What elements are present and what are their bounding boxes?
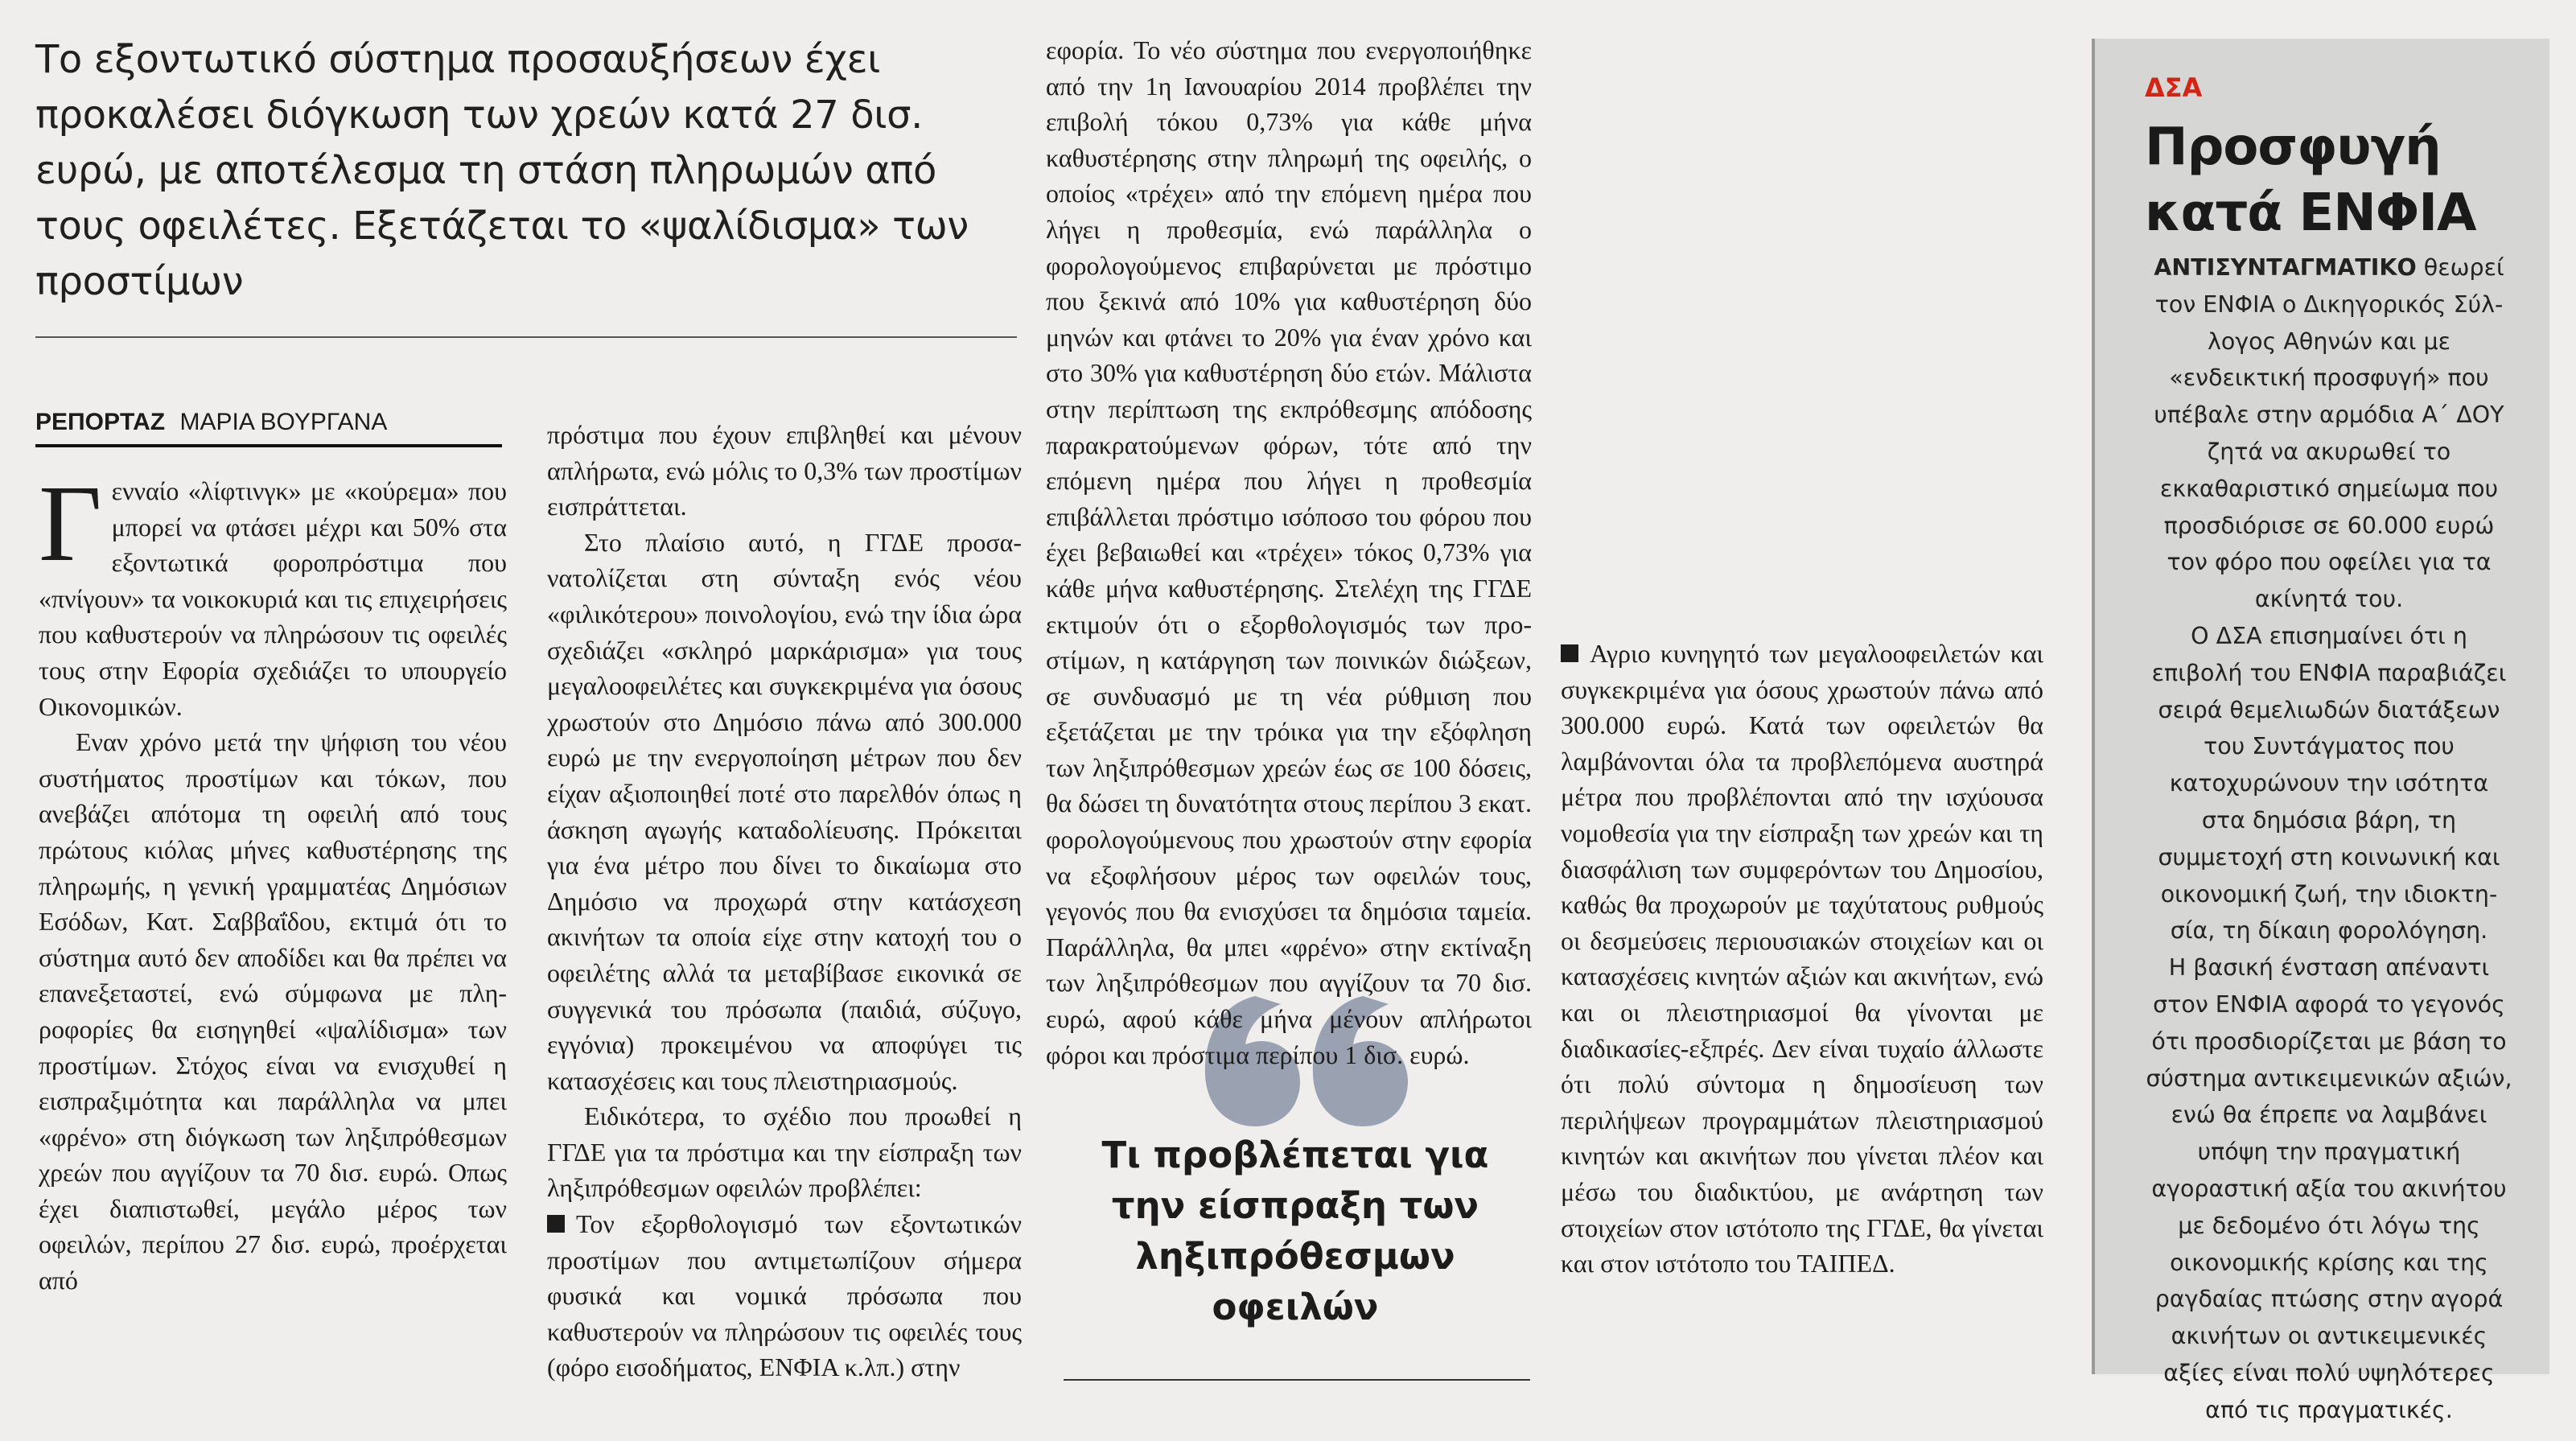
sidebar-tag: ΔΣΑ [2145, 72, 2203, 103]
article-paragraph: εφορία. Το νέο σύστημα που ενεργοποιήθηκε από την 1η Ιανουαρίου 2014 προβλέπει την επιβολή τόκου 0,73% για κάθε μήνα καθυστέρησης στην πληρωμή της οφειλής, ο οποίος «τρέχει» από την επόμενη ημέρα που λήγει η προθεσμία, ενώ παράλληλα ο φορολογούμενος επιβαρύνεται με πρόστιμο που ξεκινά από 10% για καθυστέρηση δύο μηνών και φτάνει το 20% για έναν χρόνο και στο 30% για καθυστέρηση δύο ετών. Μάλιστα στην περίπτωση της εκπρόθεσμης απόδοσης παρακρατούμενων φόρων, τότε από την επόμενη ημέρα που λήγει η προθεσμία επιβάλλεται πρόστιμο ισόποσο του φόρου που έχει βεβαιωθεί και «τρέχει» τόκος 0,73% για κάθε μήνα καθυστέρησης. Στελέχη της ΓΓΔΕ εκτιμούν ότι ο εξορθολογισμός των προστίμων, η κατάργηση των ποινικών διώξεων, σε συνδυασμό με τη νέα ρύθμιση που εξετάζεται με την τρόικα για την εξόφληση των ληξιπρόθεσμων χρεών έως σε 100 δόσεις, θα δώσει τη δυνατότητα στους περίπου 3 εκατ. φορολογούμενους που χρωστούν στην εφορία να εξοφλήσουν μέρος των οφειλών τους, γεγονός που θα ενισχύσει τα δημόσια ταμεία. Παράλληλα, θα μπει «φρένο» στην εκτίναξη των ληξιπρόθεσμων που αγγίζουν τα 70 δισ. ευρώ, αφού κάθε μήνα μένουν απλήρωτοι φόροι και πρόστιμα περίπου 1 δισ. ευρώ. [1046, 35, 1532, 1069]
sidebar-paragraph: Η βασική ένσταση απέναντι στον ΕΝΦΙΑ αφορά το γεγονός ότι προσδιορίζεται με βάση το σύστημα αντικειμενικών αξιών, ενώ θα έπρεπε να λαμβάνει υπόψη την πραγματική αγοραστική αξία του ακινήτου με δεδομένο ότι λόγω της οικονομικής κρίσης και της ραγδαίας πτώσης στην αγορά ακινήτων οι αντικειμενικές αξίες είναι πολύ υψηλότερες από τις πραγματικές. [2146, 954, 2512, 1423]
sidebar-text: θεωρεί τον ΕΝΦΙΑ ο Δικηγορικός Σύλλογος Αθηνών και με «ενδεικτική προσφυγή» που υπέβαλε στην αρμόδια Α΄ ΔΟΥ ζητά να ακυρωθεί το εκκαθαριστικό σημείωμα που προσδιόρισε σε 60.000 ευρώ τον φόρο που οφείλει για τα ακίνητά του. [2154, 254, 2504, 613]
sidebar-body [2145, 249, 2513, 1429]
pull-quote: Τι προβλέπεται για την είσπραξη των ληξιπρόθεσμων οφειλών [1101, 1134, 1489, 1328]
dropcap: Γ [39, 463, 102, 584]
article-paragraph: πρόστιμα που έχουν επιβληθεί και μένουν απλήρωτα, ενώ μόλις το 0,3% των προστίμων εισπράττεται. [547, 420, 1022, 521]
byline-kicker: ΡΕΠΟΡΤΑΖ [35, 409, 166, 435]
sidebar-lead-word: ΑΝΤΙΣΥΝΤΑΓΜΑΤΙΚΟ [2154, 254, 2417, 281]
article-column-4 [1561, 636, 2043, 1282]
article-text: Αγριο κυνηγητό των μεγαλοοφειλετών και συγκεκριμένα για όσους χρωστούν πάνω από 300.000 ευρώ. Κατά των οφειλετών θα λαμβάνονται όλα τα προβλεπόμενα αυστηρά μέτρα που προβλέπονται από την ισχύουσα νομοθεσία για την είσπραξη των χρεών και τη διασφάλιση των συμφερόντων του Δημοσίου, καθώς θα προχωρούν με ταχύτατους ρυθμούς οι δεσμεύσεις περιουσιακών στοιχείων και οι κατασχέσεις κινητών αξιών και ακινήτων, ενώ και οι πλειστηριασμοί θα γίνονται με διαδικασίες-εξπρές. Δεν είναι τυχαίο άλλωστε ότι πολύ σύντομα η δημοσίευση των περιλήψεων προγραμμάτων πλειστηριασμού κινητών και ακινήτων που γίνεται πλέον και μέσω του διαδικτύου, με ανάρτηση των στοιχείων στον ιστότοπο της ΓΓΔΕ, θα γίνεται και στον ιστότοπο του ΤΑΙΠΕΔ. [1561, 639, 2043, 1278]
bullet-square-icon [1561, 644, 1578, 662]
pull-quote-divider [1064, 1379, 1530, 1381]
article-paragraph [547, 1206, 1022, 1385]
sidebar-title: Προσφυγή κατά ΕΝΦΙΑ [2145, 117, 2476, 243]
byline [35, 409, 502, 447]
article-text: Τον εξορθολογισμό των εξοντωτικών προστίμων που αντιμετωπίζουν σήμερα φυσικά και νομικά πρόσωπα που καθυστερούν να πληρώσουν τις οφειλές τους (φόρο εισοδήματος, ΕΝΦΙΑ κ.λπ.) στην [547, 1209, 1022, 1382]
lead-deck: Το εξοντωτικό σύστημα προσαυξήσεων έχει προκαλέσει διόγκωση των χρεών κατά 27 δισ. ευρώ, με αποτέλεσμα τη στάση πληρωμών από τους οφειλέτες. Εξετάζεται το «ψαλίδισμα» των προστίμων [35, 37, 969, 304]
sidebar-box [2092, 39, 2549, 1423]
article-paragraph [39, 463, 507, 724]
article-text: ενναίο «λίφτινγκ» με «κούρεμα» που μπορεί να φτάσει μέχρι και 50% στα εξοντωτικά φοροπρόστιμα που «πνίγουν» τα νοικοκυριά και τις επιχειρήσεις που καθυστερούν να πληρώσουν τις οφειλές τους στην Εφορία σχεδιάζει το υπουργείο Οικονομικών. [39, 476, 507, 721]
bullet-square-icon [547, 1215, 565, 1233]
article-column-1 [39, 463, 507, 1299]
sidebar-paragraph [2145, 249, 2513, 618]
lead-divider [35, 336, 1017, 338]
article-paragraph: Ειδικότερα, το σχέδιο που προωθεί η ΓΓΔΕ για τα πρόστιμα και την είσπραξη των ληξιπρόθεσμων οφειλών προβλέπει: [547, 1101, 1022, 1203]
article-column-3 [1046, 32, 1532, 1069]
article-paragraph [1561, 636, 2043, 1282]
sidebar-paragraph: Ο ΔΣΑ επισημαίνει ότι η επιβολή του ΕΝΦΙΑ παραβιάζει σειρά θεμελιωδών διατάξεων του Συντάγματος που κατοχυρώνουν την ισότητα στα δημόσια βάρη, τη συμμετοχή στη κοινωνική και οικονομική ζωή, την ιδιοκτησία, τη δίκαιη φορολόγηση. [2151, 622, 2507, 945]
article-paragraph: Εναν χρόνο μετά την ψήφιση του νέου συστήματος προστίμων και τόκων, που ανεβάζει απότομα τη οφειλή από τους πρώτους κιόλας μήνες καθυστέρησης της πληρωμής, η γενική γραμματέας Δημόσιων Εσόδων, Κατ. Σαββαΐδου, εκτιμά ότι το σύστημα αυτό δεν αποδίδει και θα πρέπει να επανεξεταστεί, ενώ σύμφωνα με πληροφορίες θα εισηγηθεί «ψαλίδισμα» των προστίμων. Στόχος είναι να ενισχυθεί η εισπραξιμότητα και παράλληλα να μπει «φρένο» στη διόγκωση των ληξιπρόθεσμων χρεών που αγγίζουν τα 70 δισ. ευρώ. Οπως έχει διαπιστωθεί, μεγάλο μέρος των οφειλών, περίπου 27 δισ. ευρώ, προέρχεται από [39, 727, 507, 1295]
article-paragraph: Στο πλαίσιο αυτό, η ΓΓΔΕ προσανατολίζεται στη σύνταξη ενός νέου «φιλικότερου» ποινολογίου, ενώ την ίδια ώρα σχεδιάζει «σκληρό μαρκάρισμα» για τους μεγαλοοφειλέτες και συγκεκριμένα για όσους χρωστούν στο Δημόσιο πάνω από 300.000 ευρώ με την ενεργοποίηση μέτρων που δεν είχαν αξιοποιηθεί ποτέ στο παρελθόν όπως η άσκηση αγωγής καταδολίευσης. Πρόκειται για ένα μέτρο που δίνει το δικαίωμα στο Δημόσιο να προχωρά στην κατάσχεση ακινήτων τα οποία είχε στην κατοχή του ο οφειλέτης αλλά τα μεταβίβασε εικονικά σε συγγενικά του πρόσωπα (παιδιά, σύζυγο, εγγόνια) προκειμένου να αποφύγει τις κατασχέσεις και τους πλειστηριασμούς. [547, 527, 1022, 1095]
byline-author: ΜΑΡΙΑ ΒΟΥΡΓΑΝΑ [179, 409, 388, 435]
article-column-2 [547, 417, 1022, 1385]
